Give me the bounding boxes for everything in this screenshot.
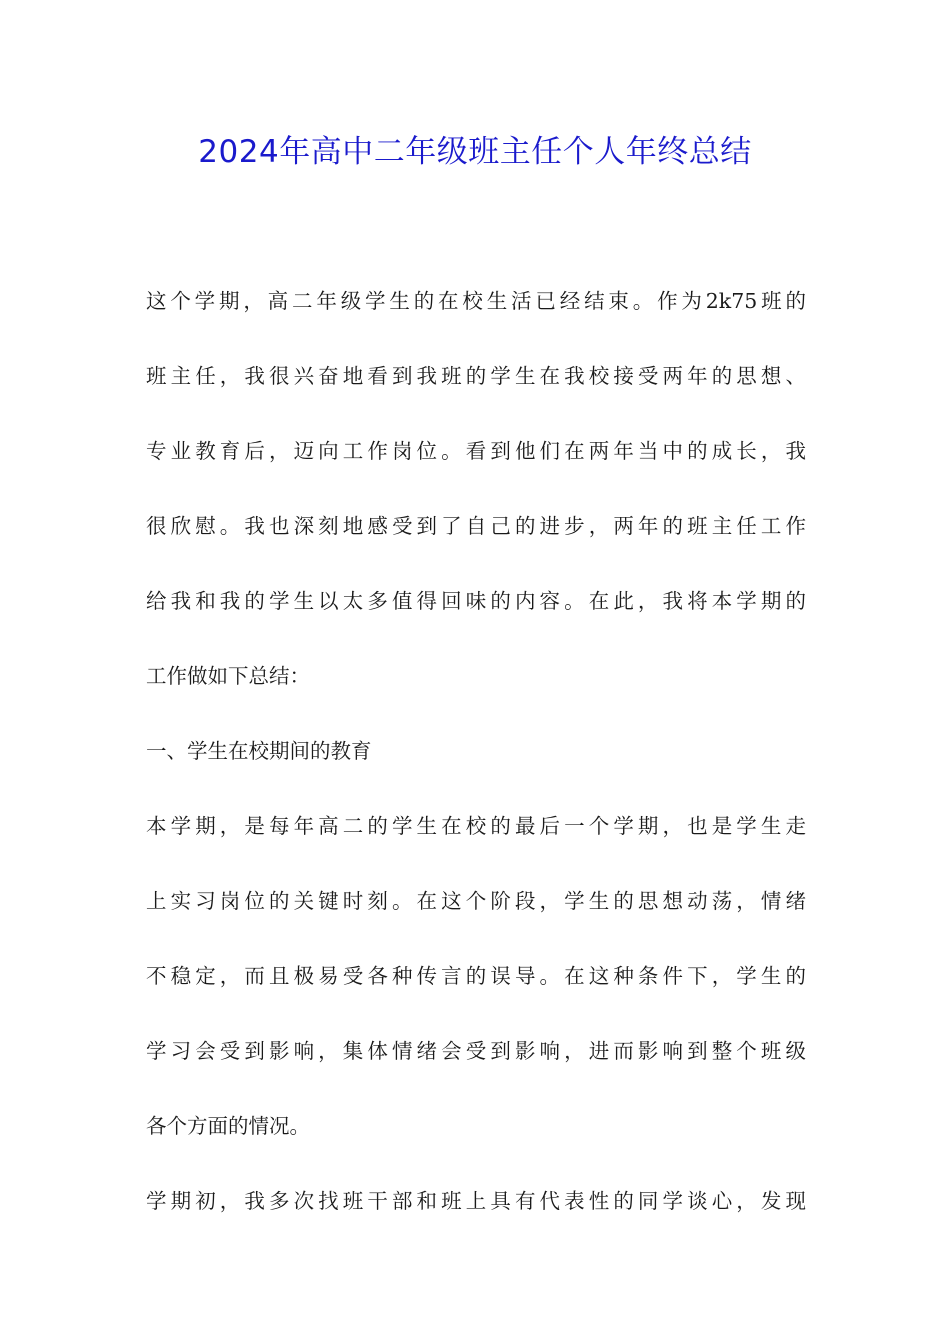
paragraph-line: 很欣慰。我也深刻地感受到了自己的进步，两年的班主任工作 [146,514,806,538]
paragraph-line: 给我和我的学生以太多值得回味的内容。在此，我将本学期的 [146,589,806,613]
document-body [146,264,806,1239]
paragraph-line: 不稳定，而且极易受各种传言的误导。在这种条件下，学生的 [146,964,806,988]
paragraph-line: 上实习岗位的关键时刻。在这个阶段，学生的思想动荡，情绪 [146,889,806,913]
paragraph-line: 工作做如下总结： [146,664,310,688]
paragraph-line: 专业教育后，迈向工作岗位。看到他们在两年当中的成长，我 [146,439,806,463]
paragraph-line: 这个学期，高二年级学生的在校生活已经结束。作为2k75班的 [146,289,806,313]
section-heading: 一、学生在校期间的教育 [146,739,372,763]
document-title: 2024年高中二年级班主任个人年终总结 [198,134,752,170]
paragraph-line: 学习会受到影响，集体情绪会受到影响，进而影响到整个班级 [146,1039,806,1063]
paragraph-line: 各个方面的情况。 [146,1114,310,1138]
paragraph-line: 本学期，是每年高二的学生在校的最后一个学期，也是学生走 [146,814,806,838]
paragraph-line: 学期初，我多次找班干部和班上具有代表性的同学谈心，发现 [146,1189,806,1213]
paragraph-line: 班主任，我很兴奋地看到我班的学生在我校接受两年的思想、 [146,364,806,388]
